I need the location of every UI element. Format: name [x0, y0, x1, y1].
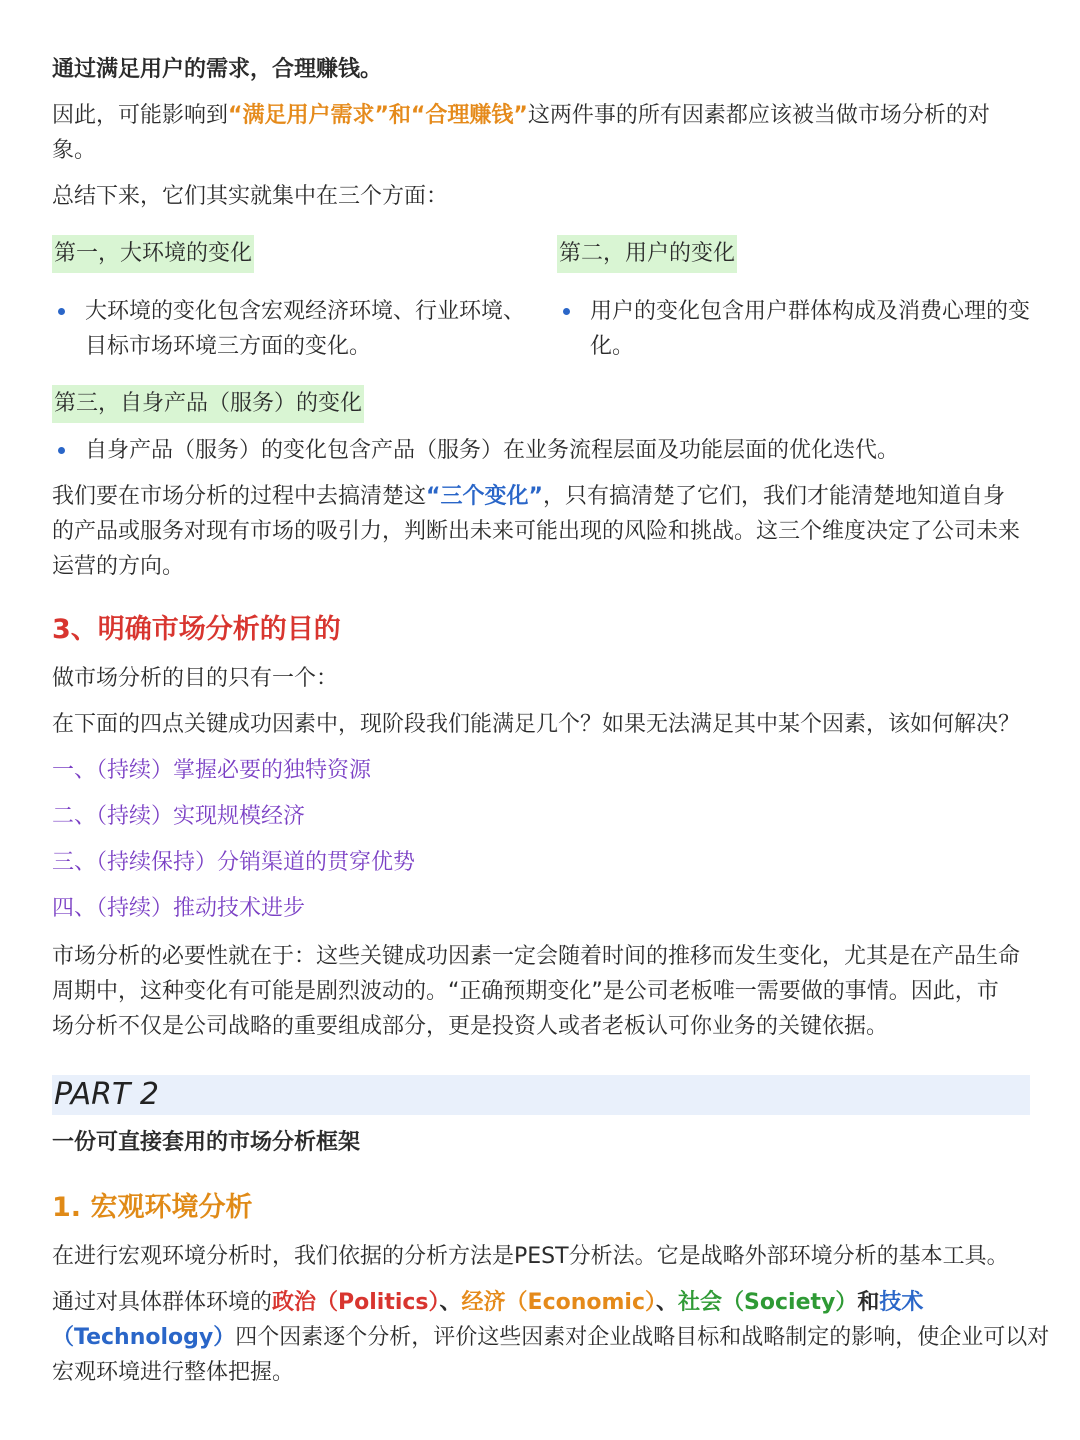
summary-line3: 运营的方向。: [52, 554, 185, 579]
part-label: PART 2: [54, 1077, 159, 1112]
pest-intro: 在进行宏观环境分析时，我们依据的分析方法是PEST分析法。它是战略外部环境分析的基本工具。: [52, 1244, 1009, 1269]
aspect-title-environment: 第一，大环境的变化: [52, 235, 254, 273]
factor-item: 三、（持续保持）分销渠道的贯穿优势: [52, 850, 416, 875]
section-paragraph: 做市场分析的目的只有一个：: [52, 666, 339, 691]
economic-term: 经济（Economic）: [461, 1290, 657, 1315]
text: 我们要在市场分析的过程中去搞清楚这: [52, 484, 427, 509]
necessity-line3: 场分析不仅是公司战略的重要组成部分，更是投资人或者老板认可你业务的关键依据。: [52, 1014, 889, 1039]
technology-term: 技术: [879, 1290, 924, 1315]
factor-item: 一、（持续）掌握必要的独特资源: [52, 758, 372, 783]
aspect-desc-line: 用户的变化包含用户群体构成及消费心理的变: [590, 299, 1031, 324]
text: 因此，可能影响到: [52, 103, 229, 128]
text: 这两件事的所有因素都应该被当做市场分析的对: [527, 103, 990, 128]
pest-line1: [52, 1285, 923, 1321]
bullet-icon: [58, 308, 65, 315]
part-banner: [52, 1075, 1030, 1115]
intro-paragraph-line1: [52, 98, 990, 134]
factor-item: 四、（持续）推动技术进步: [52, 896, 306, 921]
highlight-phrase: “满足用户需求”和“合理赚钱”: [228, 103, 528, 128]
separator: 、: [439, 1290, 462, 1315]
necessity-line1: 市场分析的必要性就在于：这些关键成功因素一定会随着时间的推移而发生变化，尤其是在产品生命: [52, 944, 1021, 969]
society-term: 社会（Society）: [678, 1290, 858, 1315]
summary-line2: 的产品或服务对现有市场的吸引力，判断出未来可能出现的风险和挑战。这三个维度决定了公司未来: [52, 519, 1021, 544]
text: ，只有搞清楚了它们，我们才能清楚地知道自身: [542, 484, 1005, 509]
politics-term: 政治（Politics）: [272, 1290, 440, 1315]
aspect-desc-line: 目标市场环境三方面的变化。: [85, 334, 372, 359]
factor-item: 二、（持续）实现规模经济: [52, 804, 306, 829]
intro-line: 通过满足用户的需求，合理赚钱。: [52, 57, 383, 82]
bullet-icon: [58, 447, 65, 454]
conjunction: 和: [857, 1290, 880, 1315]
intro-summary: 总结下来，它们其实就集中在三个方面：: [52, 184, 449, 209]
intro-paragraph-line2: 象。: [52, 138, 97, 163]
part-subtitle: 一份可直接套用的市场分析框架: [52, 1130, 361, 1155]
text: 通过对具体群体环境的: [52, 1290, 273, 1315]
aspect-desc-line: 化。: [590, 334, 635, 359]
aspect-desc-line: 大环境的变化包含宏观经济环境、行业环境、: [85, 299, 526, 324]
subsection-heading: 1. 宏观环境分析: [52, 1192, 253, 1223]
section-heading: 3、明确市场分析的目的: [52, 614, 341, 645]
technology-term: （Technology）: [52, 1325, 236, 1350]
separator: 、: [656, 1290, 679, 1315]
section-paragraph: 在下面的四点关键成功因素中，现阶段我们能满足几个？如果无法满足其中某个因素，该如何解决？: [52, 712, 1021, 737]
pest-line3: 宏观环境进行整体把握。: [52, 1360, 295, 1385]
summary-line1: [52, 479, 1005, 515]
pest-line2: [52, 1320, 1049, 1356]
text: 四个因素逐个分析，评价这些因素对企业战略目标和战略制定的影响，使企业可以对: [235, 1325, 1050, 1350]
aspect-desc-line: 自身产品（服务）的变化包含产品（服务）在业务流程层面及功能层面的优化迭代。: [85, 438, 900, 463]
aspect-title-user: 第二，用户的变化: [557, 235, 737, 273]
bullet-icon: [563, 308, 570, 315]
highlight-three-changes: “三个变化”: [426, 484, 543, 509]
aspect-title-product: 第三，自身产品（服务）的变化: [52, 385, 364, 423]
necessity-line2: 周期中，这种变化有可能是剧烈波动的。“正确预期变化”是公司老板唯一需要做的事情。因此，市: [52, 979, 999, 1004]
